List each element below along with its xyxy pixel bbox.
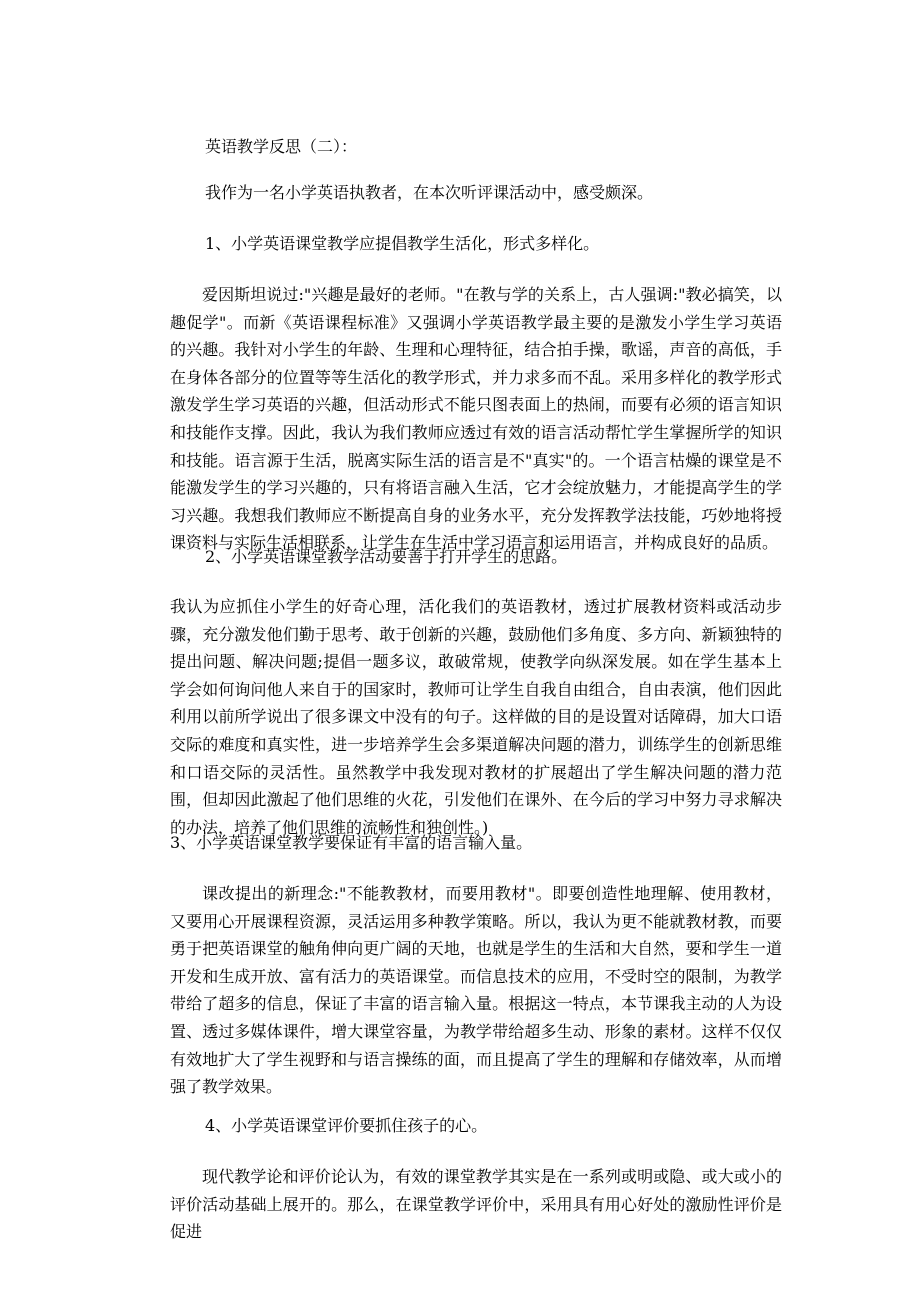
section-body-4: 现代教学论和评价论认为，有效的课堂教学其实是在一系列或明或隐、或大或小的评价活动基础上展开的。那么，在课堂教学评价中，采用具有用心好处的激励性评价是促进 [170,1167,782,1242]
intro-paragraph: 我作为一名小学英语执教者，在本次听评课活动中，感受颇深。 [205,183,654,202]
section-heading-4: 4、小学英语课堂评价要抓住孩子的心。 [205,1116,488,1135]
section-heading-3: 3、小学英语课堂教学要保证有丰富的语言输入量。 [170,833,533,852]
section-heading-2: 2、小学英语课堂教学活动要善于打开学生的思路。 [205,547,568,566]
section-body-2: 我认为应抓住小学生的好奇心理，活化我们的英语教材，透过扩展教材资料或活动步骤，充分激发他们勤于思考、敢于创新的兴趣，鼓励他们多角度、多方向、新颖独特的提出问题、解决问题;提倡一题多议，敢破常规，使教学向纵深发展。如在学生基本上学会如何询问他人来自于的国家时，教师可让学生自我自由组合，自由表演，他们因此利用以前所学说出了很多课文中没有的句子。这样做的目的是设置对话障碍，加大口语交际的难度和真实性，进一步培养学生会多渠道解决问题的潜力，训练学生的创新思维和口语交际的灵活性。虽然教学中我发现对教材的扩展超出了学生解决问题的潜力范围，但却因此激起了他们思维的火花，引发他们在课外、在今后的学习中努力寻求解决的办法，培养了他们思维的流畅性和独创性。) [170,597,782,837]
section-body-3: 课改提出的新理念:"不能教教材，而要用教材"。即要创造性地理解、使用教材，又要用心开展课程资源，灵活运用多种教学策略。所以，我认为更不能就教材教，而要勇于把英语课堂的触角伸向更广阔的天地，也就是学生的生活和大自然，要和学生一道开发和生成开放、富有活力的英语课堂。而信息技术的应用，不受时空的限制，为教学带给了超多的信息，保证了丰富的语言输入量。根据这一特点，本节课我主动的人为设置、透过多媒体课件，增大课堂容量，为教学带给超多生动、形象的素材。这样不仅仅有效地扩大了学生视野和与语言操练的面，而且提高了学生的理解和存储效率，从而增强了教学效果。 [170,884,782,1097]
document-title: 英语教学反思（二）： [205,137,358,156]
section-body-1: 爱因斯坦说过:"兴趣是最好的老师。"在教与学的关系上，古人强调:"教必搞笑，以趣促学"。而新《英语课程标准》又强调小学英语教学最主要的是激发小学生学习英语的兴趣。我针对小学生的年龄、生理和心理特征，结合拍手操，歌谣，声音的高低，手在身体各部分的位置等等生活化的教学形式，并力求多而不乱。采用多样化的教学形式激发学生学习英语的兴趣，但活动形式不能只图表面上的热闹，而要有必须的语言知识和技能作支撑。因此，我认为我们教师应透过有效的语言活动帮忙学生掌握所学的知识和技能。语言源于生活，脱离实际生活的语言是不"真实"的。一个语言枯燥的课堂是不能激发学生的学习兴趣的，只有将语言融入生活，它才会绽放魅力，才能提高学生的学习兴趣。我想我们教师应不断提高自身的业务水平，充分发挥教学法技能，巧妙地将授课资料与实际生活相联系，让学生在生活中学习语言和运用语言，并构成良好的品质。 [170,285,782,553]
section-heading-1: 1、小学英语课堂教学应提倡教学生活化，形式多样化。 [205,234,600,253]
